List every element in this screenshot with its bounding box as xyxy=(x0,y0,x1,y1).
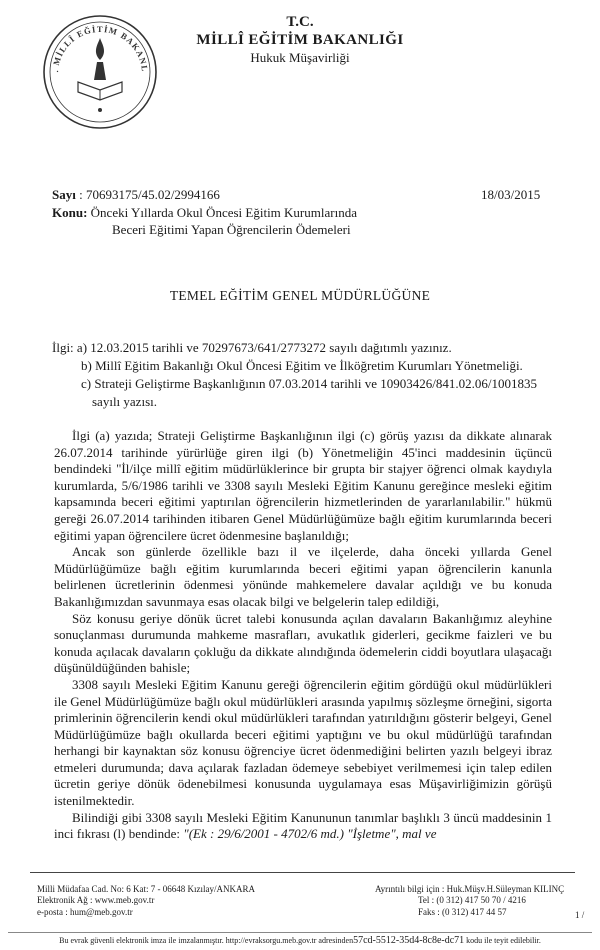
ilgi-c: c) Strateji Geliştirme Başkanlığının 07.03.2014 tarihli ve 10903426/841.02.06/1001835 xyxy=(81,376,538,391)
konu-label: Konu: xyxy=(52,205,88,220)
ilgi-a-text: a) 12.03.2015 tarihli ve 70297673/641/2773272 sayılı dağıtımlı yazınız. xyxy=(76,340,452,355)
footer-phone: Tel : (0 312) 417 50 70 / 4216 xyxy=(418,895,526,906)
subject xyxy=(52,205,357,221)
verify-text: Bu evrak güvenli elektronik imza ile imzalanmıştır. http://evraksorgu.meb.gov.tr adresinden xyxy=(59,936,354,945)
ilgi-a xyxy=(52,340,452,356)
paragraph-1: İlgi (a) yazıda; Strateji Geliştirme Başkanlığının ilgi (c) görüş yazısı da dikkate alınarak 26.07.2014 tarihinde yürürlüğe giren ilgi (b) Yönetmeliğin 45'inci maddesinin üçüncü bendindeki "İl/ilçe millî eğitim müdürlüklerince bir grupta bir stajyer öğrenci olmak kaydıyla kurumlarda, 5/6/1986 tarihli ve 3308 sayılı Mesleki Eğitim Kanunu gereğince mesleki eğitim kapsamında beceri eğitimi yaptırılan öğrencilerin hizmetlerinden de yararlanılabilir." hükmü gereği 26.07.2014 tarihinden itibaren Genel Müdürlüğümüze bağlı eğitim kurumlarında beceri eğitimi yapan öğrencilere ücret ödenmesine başlanıldığı; xyxy=(54,428,552,543)
ilgi-label: İlgi: xyxy=(52,340,74,355)
footer-email: e-posta : hum@meb.gov.tr xyxy=(37,906,133,917)
reference-number xyxy=(52,187,220,203)
paragraph-4: 3308 sayılı Mesleki Eğitim Kanunu gereği öğrencilerin eğitim gördüğü okul müdürlükleri ile Genel Müdürlüğümüze bağlı okul müdürlükleri arasında yapılmış sözleşme örneğini, sigorta primlerinin öğrencilerin kendi okul müdürlükleri tarafından yatırıldığını gösterir belgeyi, Genel Müdürlüğümüze bağlı okullarda beceri eğitimi yaptığını ve bu okul müdürlüğü tarafından herhangi bir kaynaktan söz konusu öğrenciye ücret ödenmediğini belirten yazılı belgeyi ibraz etmeleri durumunda; dava açılarak fazladan ödemeye sebebiyet verilmemesi için talep edilen ücretin geriye dönük ödenebilmesi konusunda uygulamaya esas Müşavirliğimizin görüşü istenilmektedir. xyxy=(54,676,552,809)
header-department: Hukuk Müşavirliği xyxy=(250,50,350,65)
footer-address xyxy=(37,884,327,918)
header-ministry: MİLLÎ EĞİTİM BAKANLIĞI xyxy=(196,32,404,48)
header-tc: T.C. xyxy=(286,14,314,30)
paragraph-3: Söz konusu geriye dönük ücret talebi konusunda açılan davaların Bakanlığımız aleyhine sonuçlanması durumunda mahkeme masrafları, avukatlık giderleri, gecikme faizleri ve bu konuda açılacak davaların çokluğu da dikkate alındığında ödemelerin ciddi boyutlara ulaşacağı düşünüldüğünden bahisle; xyxy=(54,610,552,676)
verify-code: 57cd-5512-35d4-8c8e-dc71 xyxy=(353,935,465,946)
konu-line2: Beceri Eğitimi Yapan Öğrencilerin Ödemeleri xyxy=(112,222,351,237)
verification-divider xyxy=(8,932,592,933)
paragraph-5 xyxy=(54,810,552,843)
addressee: TEMEL EĞİTİM GENEL MÜDÜRLÜĞÜNE xyxy=(169,288,431,303)
paragraph-2: Ancak son günlerde özellikle bazı il ve ilçelerde, daha önceki yıllarda Genel Müdürlüğümüze bağlı eğitim kurumlarında beceri eğitimi yapan öğrencilerin kanunla belirlenen ücretlerinin ödenmesi yönünde mahkemelere davalar açıldığı ve bu konuda Bakanlığımızdan savunmaya esas olacak bilgi ve belgelerin talep edildiği, xyxy=(54,544,552,609)
konu-line1: Önceki Yıllarda Okul Öncesi Eğitim Kurumlarında xyxy=(90,205,357,220)
footer-fax: Faks : (0 312) 417 44 57 xyxy=(418,906,507,917)
sayi-label: Sayı xyxy=(52,187,76,202)
paragraph-5-quote: "(Ek : 29/6/2001 - 4702/6 md.) "İşletme", mal ve xyxy=(183,826,437,842)
footer-website: Elektronik Ağ : www.meb.gov.tr xyxy=(37,895,155,906)
svg-text:T.C. MİLLÎ EĞİTİM BAKANLIĞI: . MİLLÎ EĞİTİM BAKANL xyxy=(50,23,151,73)
page-number: 1 / xyxy=(575,910,585,920)
footer-contact xyxy=(375,884,585,918)
footer-address-line: Milli Müdafaa Cad. No: 6 Kat: 7 - 06648 Kızılay/ANKARA xyxy=(37,884,255,894)
paragraph-5-text: Bilindiği gibi 3308 sayılı Mesleki Eğitim Kanununun tanımlar başlıklı 3 üncü maddesinin 1 inci fıkrası (l) bendinde: xyxy=(54,809,552,842)
document-date: 18/03/2015 xyxy=(481,187,541,202)
verify-suffix: kodu ile teyit edilebilir. xyxy=(466,936,541,945)
sayi-value: : 70693175/45.02/2994166 xyxy=(79,187,220,202)
letter-body xyxy=(54,428,552,843)
e-signature-verification xyxy=(0,935,600,946)
footer-contact-person: Ayrıntılı bilgi için : Huk.Müşv.H.Süleyman KILINÇ xyxy=(375,884,565,894)
ilgi-b: b) Millî Eğitim Bakanlığı Okul Öncesi Eğitim ve İlköğretim Kurumları Yönetmeliği. xyxy=(81,358,523,373)
ilgi-c-continuation: sayılı yazısı. xyxy=(92,394,157,409)
footer-divider xyxy=(30,872,575,873)
